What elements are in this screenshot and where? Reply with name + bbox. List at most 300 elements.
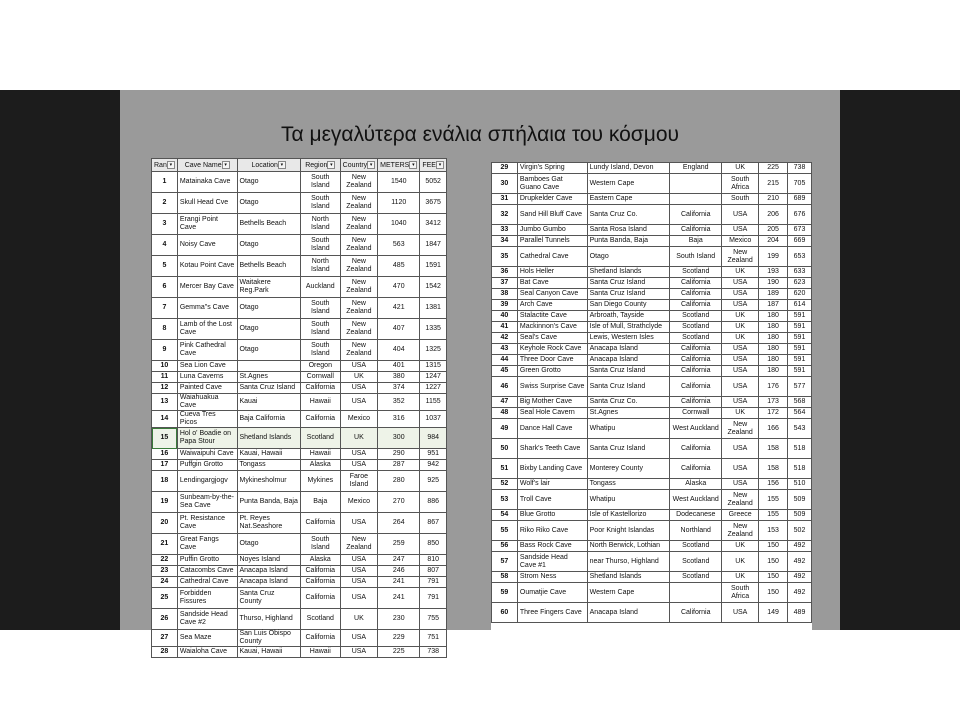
rank-cell[interactable]: 22: [152, 555, 178, 566]
feet-cell[interactable]: 591: [788, 322, 812, 333]
rank-cell[interactable]: 42: [492, 333, 518, 344]
filter-dropdown-icon[interactable]: ▾: [327, 161, 335, 169]
cave-name-cell[interactable]: Pt. Resistance Cave: [177, 513, 237, 534]
country-cell[interactable]: USA: [340, 361, 378, 372]
cave-name-cell[interactable]: Big Mother Cave: [517, 397, 587, 408]
meters-cell[interactable]: 401: [378, 361, 420, 372]
region-cell[interactable]: California: [670, 225, 722, 236]
filter-dropdown-icon[interactable]: ▾: [436, 161, 444, 169]
rank-cell[interactable]: 28: [152, 647, 178, 658]
country-cell[interactable]: New Zealand: [722, 490, 759, 510]
feet-cell[interactable]: 492: [788, 552, 812, 572]
country-cell[interactable]: UK: [722, 267, 759, 278]
location-cell[interactable]: Santa Cruz Co.: [587, 205, 670, 225]
country-cell[interactable]: UK: [340, 428, 378, 449]
region-cell[interactable]: Scotland: [670, 552, 722, 572]
country-cell[interactable]: UK: [722, 163, 759, 174]
rank-cell[interactable]: 55: [492, 521, 518, 541]
cave-name-cell[interactable]: Shark's Teeth Cave: [517, 439, 587, 459]
meters-cell[interactable]: 149: [759, 603, 788, 623]
cave-name-cell[interactable]: Catacombs Cave: [177, 566, 237, 577]
location-cell[interactable]: Santa Cruz Island: [587, 278, 670, 289]
meters-cell[interactable]: 404: [378, 340, 420, 361]
location-cell[interactable]: Santa Cruz Island: [587, 377, 670, 397]
region-cell[interactable]: California: [670, 459, 722, 479]
country-cell[interactable]: USA: [722, 439, 759, 459]
region-cell[interactable]: South Island: [670, 247, 722, 267]
cave-name-cell[interactable]: Bass Rock Cave: [517, 541, 587, 552]
column-header[interactable]: [300, 159, 340, 172]
meters-cell[interactable]: 187: [759, 300, 788, 311]
meters-cell[interactable]: 290: [378, 449, 420, 460]
feet-cell[interactable]: 925: [420, 471, 447, 492]
meters-cell[interactable]: 1040: [378, 214, 420, 235]
country-cell[interactable]: USA: [722, 289, 759, 300]
location-cell[interactable]: Isle of Kastellorizo: [587, 510, 670, 521]
region-cell[interactable]: Alaska: [300, 555, 340, 566]
meters-cell[interactable]: 153: [759, 521, 788, 541]
country-cell[interactable]: USA: [340, 449, 378, 460]
feet-cell[interactable]: 591: [788, 355, 812, 366]
cave-name-cell[interactable]: Swiss Surprise Cave: [517, 377, 587, 397]
location-cell[interactable]: Noyes Island: [237, 555, 300, 566]
cave-name-cell[interactable]: Waiahuakua Cave: [177, 394, 237, 411]
cave-name-cell[interactable]: Seal's Cave: [517, 333, 587, 344]
country-cell[interactable]: New Zealand: [340, 298, 378, 319]
feet-cell[interactable]: 3412: [420, 214, 447, 235]
rank-cell[interactable]: 2: [152, 193, 178, 214]
region-cell[interactable]: [670, 583, 722, 603]
region-cell[interactable]: California: [300, 577, 340, 588]
country-cell[interactable]: USA: [340, 394, 378, 411]
feet-cell[interactable]: 620: [788, 289, 812, 300]
rank-cell[interactable]: 23: [152, 566, 178, 577]
cave-name-cell[interactable]: Jumbo Gumbo: [517, 225, 587, 236]
region-cell[interactable]: Alaska: [670, 479, 722, 490]
region-cell[interactable]: Hawaii: [300, 449, 340, 460]
meters-cell[interactable]: 352: [378, 394, 420, 411]
rank-cell[interactable]: 48: [492, 408, 518, 419]
cave-name-cell[interactable]: Strom Ness: [517, 572, 587, 583]
location-cell[interactable]: Santa Cruz Island: [237, 383, 300, 394]
cave-name-cell[interactable]: Troll Cave: [517, 490, 587, 510]
feet-cell[interactable]: 510: [788, 479, 812, 490]
feet-cell[interactable]: 1037: [420, 411, 447, 428]
country-cell[interactable]: UK: [722, 311, 759, 322]
filter-dropdown-icon[interactable]: ▾: [278, 161, 286, 169]
rank-cell[interactable]: 21: [152, 534, 178, 555]
country-cell[interactable]: UK: [722, 333, 759, 344]
rank-cell[interactable]: 18: [152, 471, 178, 492]
cave-name-cell[interactable]: Three Door Cave: [517, 355, 587, 366]
cave-name-cell[interactable]: Oumatjie Cave: [517, 583, 587, 603]
rank-cell[interactable]: 19: [152, 492, 178, 513]
country-cell[interactable]: USA: [722, 355, 759, 366]
country-cell[interactable]: New Zealand: [722, 419, 759, 439]
location-cell[interactable]: Pt. Reyes Nat.Seashore: [237, 513, 300, 534]
rank-cell[interactable]: 34: [492, 236, 518, 247]
cave-name-cell[interactable]: Sandside Head Cave #2: [177, 609, 237, 630]
meters-cell[interactable]: 173: [759, 397, 788, 408]
location-cell[interactable]: St.Agnes: [237, 372, 300, 383]
meters-cell[interactable]: 193: [759, 267, 788, 278]
rank-cell[interactable]: 24: [152, 577, 178, 588]
cave-name-cell[interactable]: Blue Grotto: [517, 510, 587, 521]
region-cell[interactable]: South Island: [300, 193, 340, 214]
location-cell[interactable]: Santa Cruz Co.: [587, 397, 670, 408]
meters-cell[interactable]: 210: [759, 194, 788, 205]
country-cell[interactable]: UK: [722, 552, 759, 572]
country-cell[interactable]: Mexico: [722, 236, 759, 247]
country-cell[interactable]: New Zealand: [340, 172, 378, 193]
country-cell[interactable]: USA: [722, 377, 759, 397]
location-cell[interactable]: Baja California: [237, 411, 300, 428]
location-cell[interactable]: San Luis Obispo County: [237, 630, 300, 647]
location-cell[interactable]: Santa Rosa Island: [587, 225, 670, 236]
cave-name-cell[interactable]: Mercer Bay Cave: [177, 277, 237, 298]
cave-name-cell[interactable]: Lamb of the Lost Cave: [177, 319, 237, 340]
meters-cell[interactable]: 421: [378, 298, 420, 319]
cave-name-cell[interactable]: Three Fingers Cave: [517, 603, 587, 623]
meters-cell[interactable]: 241: [378, 577, 420, 588]
feet-cell[interactable]: 755: [420, 609, 447, 630]
region-cell[interactable]: Baja: [300, 492, 340, 513]
feet-cell[interactable]: 591: [788, 311, 812, 322]
rank-cell[interactable]: 38: [492, 289, 518, 300]
feet-cell[interactable]: 492: [788, 583, 812, 603]
cave-name-cell[interactable]: Gemma"s Cave: [177, 298, 237, 319]
cave-name-cell[interactable]: Seal Canyon Cave: [517, 289, 587, 300]
country-cell[interactable]: USA: [340, 647, 378, 658]
region-cell[interactable]: California: [670, 397, 722, 408]
region-cell[interactable]: South Island: [300, 340, 340, 361]
rank-cell[interactable]: 31: [492, 194, 518, 205]
location-cell[interactable]: Otago: [237, 172, 300, 193]
meters-cell[interactable]: 259: [378, 534, 420, 555]
meters-cell[interactable]: 264: [378, 513, 420, 534]
rank-cell[interactable]: 6: [152, 277, 178, 298]
region-cell[interactable]: Oregon: [300, 361, 340, 372]
meters-cell[interactable]: 180: [759, 333, 788, 344]
location-cell[interactable]: Shetland Islands: [587, 267, 670, 278]
location-cell[interactable]: Isle of Mull, Strathclyde: [587, 322, 670, 333]
country-cell[interactable]: USA: [340, 513, 378, 534]
region-cell[interactable]: California: [670, 205, 722, 225]
location-cell[interactable]: Santa Cruz County: [237, 588, 300, 609]
meters-cell[interactable]: 300: [378, 428, 420, 449]
cave-name-cell[interactable]: Bixby Landing Cave: [517, 459, 587, 479]
cave-name-cell[interactable]: Noisy Cave: [177, 235, 237, 256]
rank-cell[interactable]: 8: [152, 319, 178, 340]
feet-cell[interactable]: 751: [420, 630, 447, 647]
country-cell[interactable]: UK: [722, 541, 759, 552]
cave-name-cell[interactable]: Waiwaipuhi Cave: [177, 449, 237, 460]
location-cell[interactable]: Otago: [587, 247, 670, 267]
cave-name-cell[interactable]: Painted Cave: [177, 383, 237, 394]
cave-name-cell[interactable]: Cathedral Cave: [517, 247, 587, 267]
feet-cell[interactable]: 867: [420, 513, 447, 534]
location-cell[interactable]: Santa Cruz Island: [587, 366, 670, 377]
meters-cell[interactable]: 180: [759, 344, 788, 355]
location-cell[interactable]: [237, 361, 300, 372]
region-cell[interactable]: Hawaii: [300, 647, 340, 658]
location-cell[interactable]: Anacapa Island: [587, 355, 670, 366]
rank-cell[interactable]: 3: [152, 214, 178, 235]
cave-name-cell[interactable]: Great Fangs Cave: [177, 534, 237, 555]
region-cell[interactable]: Cornwall: [300, 372, 340, 383]
country-cell[interactable]: New Zealand: [340, 193, 378, 214]
feet-cell[interactable]: 669: [788, 236, 812, 247]
rank-cell[interactable]: 40: [492, 311, 518, 322]
cave-name-cell[interactable]: Mackinnon's Cave: [517, 322, 587, 333]
filter-dropdown-icon[interactable]: ▾: [409, 161, 417, 169]
rank-cell[interactable]: 27: [152, 630, 178, 647]
feet-cell[interactable]: 807: [420, 566, 447, 577]
cave-name-cell[interactable]: Sea Lion Cave: [177, 361, 237, 372]
country-cell[interactable]: New Zealand: [340, 256, 378, 277]
column-header[interactable]: [340, 159, 378, 172]
meters-cell[interactable]: 241: [378, 588, 420, 609]
meters-cell[interactable]: 190: [759, 278, 788, 289]
meters-cell[interactable]: 180: [759, 366, 788, 377]
location-cell[interactable]: Otago: [237, 235, 300, 256]
feet-cell[interactable]: 543: [788, 419, 812, 439]
meters-cell[interactable]: 156: [759, 479, 788, 490]
country-cell[interactable]: Greece: [722, 510, 759, 521]
meters-cell[interactable]: 563: [378, 235, 420, 256]
meters-cell[interactable]: 230: [378, 609, 420, 630]
filter-dropdown-icon[interactable]: ▾: [167, 161, 175, 169]
country-cell[interactable]: New Zealand: [340, 235, 378, 256]
location-cell[interactable]: Punta Banda, Baja: [587, 236, 670, 247]
country-cell[interactable]: USA: [722, 278, 759, 289]
region-cell[interactable]: Scotland: [300, 609, 340, 630]
feet-cell[interactable]: 492: [788, 572, 812, 583]
rank-cell[interactable]: 5: [152, 256, 178, 277]
region-cell[interactable]: England: [670, 163, 722, 174]
feet-cell[interactable]: 492: [788, 541, 812, 552]
region-cell[interactable]: California: [670, 439, 722, 459]
country-cell[interactable]: South Africa: [722, 583, 759, 603]
rank-cell[interactable]: 10: [152, 361, 178, 372]
country-cell[interactable]: Faroe Island: [340, 471, 378, 492]
meters-cell[interactable]: 180: [759, 355, 788, 366]
rank-cell[interactable]: 4: [152, 235, 178, 256]
cave-name-cell[interactable]: Stalactite Cave: [517, 311, 587, 322]
region-cell[interactable]: South Island: [300, 298, 340, 319]
location-cell[interactable]: Anacapa Island: [587, 344, 670, 355]
location-cell[interactable]: Western Cape: [587, 174, 670, 194]
feet-cell[interactable]: 502: [788, 521, 812, 541]
location-cell[interactable]: Shetland Islands: [237, 428, 300, 449]
cave-name-cell[interactable]: Bat Cave: [517, 278, 587, 289]
feet-cell[interactable]: 623: [788, 278, 812, 289]
country-cell[interactable]: New Zealand: [340, 319, 378, 340]
cave-name-cell[interactable]: Sandside Head Cave #1: [517, 552, 587, 572]
location-cell[interactable]: Poor Knight Islandas: [587, 521, 670, 541]
region-cell[interactable]: Scotland: [670, 333, 722, 344]
location-cell[interactable]: Bethells Beach: [237, 256, 300, 277]
location-cell[interactable]: Lewis, Western Isles: [587, 333, 670, 344]
region-cell[interactable]: California: [670, 366, 722, 377]
feet-cell[interactable]: 850: [420, 534, 447, 555]
rank-cell[interactable]: 49: [492, 419, 518, 439]
feet-cell[interactable]: 489: [788, 603, 812, 623]
country-cell[interactable]: USA: [340, 588, 378, 609]
region-cell[interactable]: California: [300, 383, 340, 394]
feet-cell[interactable]: 1591: [420, 256, 447, 277]
region-cell[interactable]: Scotland: [670, 572, 722, 583]
region-cell[interactable]: California: [670, 289, 722, 300]
feet-cell[interactable]: 1325: [420, 340, 447, 361]
rank-cell[interactable]: 46: [492, 377, 518, 397]
rank-cell[interactable]: 60: [492, 603, 518, 623]
region-cell[interactable]: California: [670, 300, 722, 311]
meters-cell[interactable]: 172: [759, 408, 788, 419]
location-cell[interactable]: Kauai, Hawaii: [237, 449, 300, 460]
feet-cell[interactable]: 591: [788, 344, 812, 355]
region-cell[interactable]: Scotland: [670, 267, 722, 278]
column-header[interactable]: [177, 159, 237, 172]
location-cell[interactable]: Otago: [237, 193, 300, 214]
location-cell[interactable]: Otago: [237, 340, 300, 361]
rank-cell[interactable]: 35: [492, 247, 518, 267]
region-cell[interactable]: Mykines: [300, 471, 340, 492]
rank-cell[interactable]: 41: [492, 322, 518, 333]
cave-name-cell[interactable]: Waialoha Cave: [177, 647, 237, 658]
meters-cell[interactable]: 189: [759, 289, 788, 300]
region-cell[interactable]: Auckland: [300, 277, 340, 298]
rank-cell[interactable]: 39: [492, 300, 518, 311]
meters-cell[interactable]: 180: [759, 311, 788, 322]
cave-name-cell[interactable]: Keyhole Rock Cave: [517, 344, 587, 355]
rank-cell[interactable]: 36: [492, 267, 518, 278]
cave-name-cell[interactable]: Hol o' Boadie on Papa Stour: [177, 428, 237, 449]
rank-cell[interactable]: 1: [152, 172, 178, 193]
meters-cell[interactable]: 1120: [378, 193, 420, 214]
feet-cell[interactable]: 518: [788, 459, 812, 479]
meters-cell[interactable]: 380: [378, 372, 420, 383]
region-cell[interactable]: West Auckland: [670, 419, 722, 439]
location-cell[interactable]: Santa Cruz Island: [587, 289, 670, 300]
cave-name-cell[interactable]: Pink Cathedral Cave: [177, 340, 237, 361]
meters-cell[interactable]: 204: [759, 236, 788, 247]
rank-cell[interactable]: 7: [152, 298, 178, 319]
filter-dropdown-icon[interactable]: ▾: [222, 161, 230, 169]
cave-name-cell[interactable]: Arch Cave: [517, 300, 587, 311]
region-cell[interactable]: Dodecanese: [670, 510, 722, 521]
feet-cell[interactable]: 1315: [420, 361, 447, 372]
feet-cell[interactable]: 984: [420, 428, 447, 449]
feet-cell[interactable]: 1155: [420, 394, 447, 411]
location-cell[interactable]: St.Agnes: [587, 408, 670, 419]
cave-name-cell[interactable]: Skull Head Cve: [177, 193, 237, 214]
column-header[interactable]: [237, 159, 300, 172]
region-cell[interactable]: California: [300, 513, 340, 534]
feet-cell[interactable]: 676: [788, 205, 812, 225]
cave-name-cell[interactable]: Sea Maze: [177, 630, 237, 647]
location-cell[interactable]: Arbroath, Tayside: [587, 311, 670, 322]
feet-cell[interactable]: 810: [420, 555, 447, 566]
region-cell[interactable]: West Auckland: [670, 490, 722, 510]
region-cell[interactable]: North Island: [300, 214, 340, 235]
feet-cell[interactable]: 633: [788, 267, 812, 278]
cave-name-cell[interactable]: Luna Caverns: [177, 372, 237, 383]
location-cell[interactable]: Tongass: [587, 479, 670, 490]
country-cell[interactable]: USA: [722, 366, 759, 377]
rank-cell[interactable]: 45: [492, 366, 518, 377]
region-cell[interactable]: California: [300, 630, 340, 647]
meters-cell[interactable]: 206: [759, 205, 788, 225]
region-cell[interactable]: Scotland: [670, 311, 722, 322]
region-cell[interactable]: [670, 194, 722, 205]
cave-name-cell[interactable]: Seal Hole Cavern: [517, 408, 587, 419]
meters-cell[interactable]: 150: [759, 583, 788, 603]
feet-cell[interactable]: 518: [788, 439, 812, 459]
rank-cell[interactable]: 47: [492, 397, 518, 408]
country-cell[interactable]: USA: [340, 577, 378, 588]
cave-name-cell[interactable]: Kotau Point Cave: [177, 256, 237, 277]
feet-cell[interactable]: 564: [788, 408, 812, 419]
cave-name-cell[interactable]: Erangi Point Cave: [177, 214, 237, 235]
meters-cell[interactable]: 155: [759, 510, 788, 521]
meters-cell[interactable]: 215: [759, 174, 788, 194]
feet-cell[interactable]: 738: [420, 647, 447, 658]
cave-name-cell[interactable]: Cathedral Cave: [177, 577, 237, 588]
cave-name-cell[interactable]: Forbidden Fissures: [177, 588, 237, 609]
rank-cell[interactable]: 43: [492, 344, 518, 355]
location-cell[interactable]: Punta Banda, Baja: [237, 492, 300, 513]
region-cell[interactable]: South Island: [300, 534, 340, 555]
location-cell[interactable]: North Berwick, Lothian: [587, 541, 670, 552]
meters-cell[interactable]: 150: [759, 541, 788, 552]
feet-cell[interactable]: 942: [420, 460, 447, 471]
cave-name-cell[interactable]: Puffgin Grotto: [177, 460, 237, 471]
rank-cell[interactable]: 25: [152, 588, 178, 609]
meters-cell[interactable]: 316: [378, 411, 420, 428]
region-cell[interactable]: South Island: [300, 319, 340, 340]
rank-cell[interactable]: 32: [492, 205, 518, 225]
country-cell[interactable]: USA: [722, 225, 759, 236]
rank-cell[interactable]: 37: [492, 278, 518, 289]
cave-name-cell[interactable]: Drupkelder Cave: [517, 194, 587, 205]
country-cell[interactable]: UK: [722, 572, 759, 583]
location-cell[interactable]: Thurso, Highland: [237, 609, 300, 630]
feet-cell[interactable]: 577: [788, 377, 812, 397]
meters-cell[interactable]: 225: [759, 163, 788, 174]
country-cell[interactable]: USA: [722, 479, 759, 490]
rank-cell[interactable]: 14: [152, 411, 178, 428]
rank-cell[interactable]: 33: [492, 225, 518, 236]
feet-cell[interactable]: 509: [788, 510, 812, 521]
meters-cell[interactable]: 1540: [378, 172, 420, 193]
cave-name-cell[interactable]: Sunbeam-by-the-Sea Cave: [177, 492, 237, 513]
country-cell[interactable]: New Zealand: [340, 340, 378, 361]
country-cell[interactable]: USA: [722, 300, 759, 311]
country-cell[interactable]: Mexico: [340, 492, 378, 513]
location-cell[interactable]: Anacapa Island: [237, 566, 300, 577]
rank-cell[interactable]: 52: [492, 479, 518, 490]
feet-cell[interactable]: 951: [420, 449, 447, 460]
cave-name-cell[interactable]: Sand Hill Bluff Cave: [517, 205, 587, 225]
location-cell[interactable]: Otago: [237, 319, 300, 340]
cave-name-cell[interactable]: Puffin Grotto: [177, 555, 237, 566]
country-cell[interactable]: USA: [722, 603, 759, 623]
cave-name-cell[interactable]: Riko Riko Cave: [517, 521, 587, 541]
meters-cell[interactable]: 176: [759, 377, 788, 397]
rank-cell[interactable]: 44: [492, 355, 518, 366]
rank-cell[interactable]: 11: [152, 372, 178, 383]
